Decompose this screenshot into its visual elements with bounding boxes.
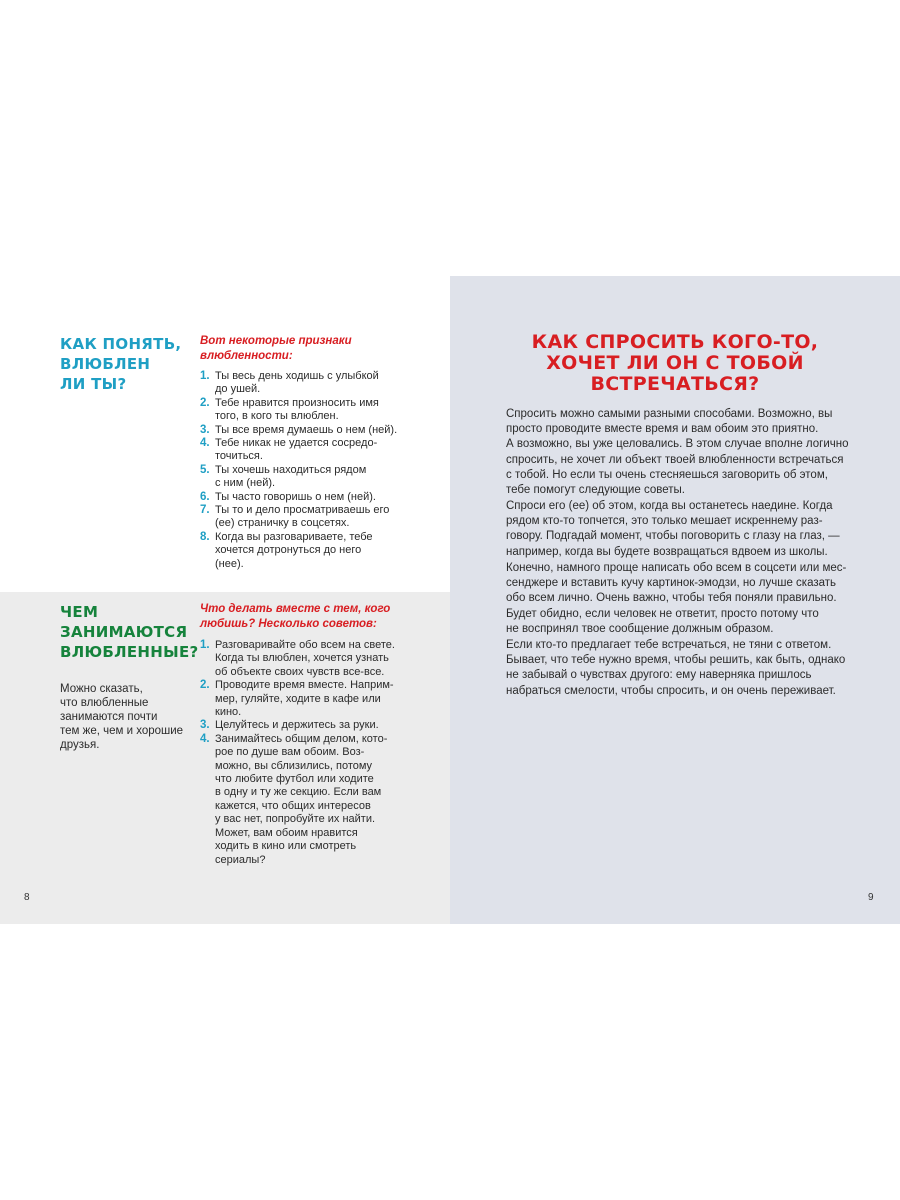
section-title-how-to-know <box>60 334 181 394</box>
item-line: до ушей. <box>215 383 261 396</box>
list-item <box>200 679 400 719</box>
list-item <box>200 733 400 867</box>
list-item <box>200 639 400 679</box>
item-line: Тебе никак не удается сосредо- <box>215 437 378 450</box>
item-line: Ты хочешь находиться рядом <box>215 463 367 476</box>
title-line: КАК СПРОСИТЬ КОГО-ТО, <box>531 331 819 353</box>
item-number: 1. <box>200 370 210 382</box>
item-line: Занимайтесь общим делом, кото- <box>215 732 388 745</box>
item-line: что любите футбол или ходите <box>215 773 374 786</box>
para-line: просто проводите вместе время и вам обоим это приятно. <box>506 423 819 436</box>
item-line: сериалы? <box>215 853 266 866</box>
para-line: тебе помогут следующие советы. <box>506 484 685 497</box>
para-line: Спросить можно самыми разными способами. Возможно, вы <box>506 408 833 420</box>
para-line: говору. Подгадай момент, чтобы поговорить с глазу на глаз, — <box>506 530 840 543</box>
para-line: не воспринял твое сообщение должным образом. <box>506 622 774 635</box>
title-line: ЗАНИМАЮТСЯ <box>60 623 188 641</box>
item-line: хочется дотронуться до него <box>215 544 362 557</box>
item-line: можно, вы сблизились, потому <box>215 759 373 772</box>
item-line: Ты весь день ходишь с улыбкой <box>215 370 379 382</box>
para-line: Будет обидно, если человек не ответит, просто потому что <box>506 607 819 620</box>
item-line: кино. <box>215 706 242 719</box>
item-line: об объекте своих чувств все-все. <box>215 665 385 678</box>
paragraph <box>506 407 851 498</box>
item-number: 2. <box>200 396 210 409</box>
item-number: 7. <box>200 504 210 517</box>
item-number: 4. <box>200 437 210 450</box>
title-line: ХОЧЕТ ЛИ ОН С ТОБОЙ <box>546 352 804 374</box>
item-line: Разговаривайте обо всем на свете. <box>215 639 395 651</box>
signs-list <box>200 370 400 571</box>
item-number: 8. <box>200 530 210 543</box>
advice-list <box>200 639 400 867</box>
text-line: друзья. <box>60 739 100 751</box>
title-line: КАК ПОНЯТЬ, <box>60 335 182 353</box>
item-line: ходить в кино или смотреть <box>215 840 357 853</box>
list-item <box>200 397 400 424</box>
right-page-title <box>450 332 900 395</box>
list-item <box>200 424 400 437</box>
title-line: ВЛЮБЛЕННЫЕ? <box>60 643 199 661</box>
intro-line: любишь? Несколько советов: <box>200 618 377 630</box>
item-number: 1. <box>200 639 210 651</box>
item-number: 4. <box>200 732 210 745</box>
list-item <box>200 464 400 491</box>
para-line: Бывает, что тебе нужно время, чтобы решить, как быть, однако <box>506 654 846 667</box>
item-line: в одну и ту же секцию. Если вам <box>215 786 382 799</box>
text-line: тем же, чем и хорошие <box>60 725 184 737</box>
list-item <box>200 531 400 571</box>
item-line: Проводите время вместе. Наприм- <box>215 679 394 692</box>
paragraph <box>506 561 851 637</box>
list-item <box>200 504 400 531</box>
item-number: 6. <box>200 490 210 503</box>
item-line: мер, гуляйте, ходите в кафе или <box>215 692 381 705</box>
title-line: ЧЕМ <box>60 603 99 621</box>
intro-line: Что делать вместе с тем, кого <box>200 603 391 615</box>
para-line: Если кто-то предлагает тебе встречаться, не тяни с ответом. <box>506 639 832 651</box>
paragraph <box>506 499 851 560</box>
item-number: 2. <box>200 679 210 692</box>
section-title-what-lovers-do <box>60 602 199 662</box>
title-line: ЛИ ТЫ? <box>60 375 127 393</box>
item-number: 3. <box>200 423 210 436</box>
list-item <box>200 437 400 464</box>
page-number-right: 9 <box>868 892 874 903</box>
para-line: обо всем лично. Очень важно, чтобы тебя поняли правильно. <box>506 592 837 605</box>
para-line: сенджере и вставить кучу картинок-эмодзи, но лучше сказать <box>506 577 837 590</box>
item-line: (ее) страничку в соцсетях. <box>215 517 350 530</box>
paragraph <box>506 638 851 699</box>
item-line: с ним (ней). <box>215 477 276 490</box>
item-line: точиться. <box>215 450 263 463</box>
para-line: не забывай о чувствах другого: ему наверняка пришлось <box>506 669 812 682</box>
section1-intro <box>200 334 352 364</box>
text-line: Можно сказать, <box>60 683 143 695</box>
item-line: Когда вы разговариваете, тебе <box>215 530 373 543</box>
item-line: у вас нет, попробуйте их найти. <box>215 813 376 826</box>
title-line: ВЛЮБЛЕН <box>60 355 151 373</box>
para-line: рядом кто-то топчется, это только мешает искреннему раз- <box>506 515 823 528</box>
intro-line: Вот некоторые признаки <box>200 335 352 347</box>
list-item <box>200 491 400 504</box>
item-number: 5. <box>200 463 210 476</box>
text-line: занимаются почти <box>60 711 158 723</box>
item-line: Когда ты влюблен, хочется узнать <box>215 652 389 665</box>
para-line: Конечно, намного проще написать обо всем в соцсети или мес- <box>506 562 847 574</box>
item-line: Тебе нравится произносить имя <box>215 396 379 409</box>
item-line: Ты то и дело просматриваешь его <box>215 504 390 517</box>
list-item <box>200 719 400 732</box>
list-item <box>200 370 400 397</box>
para-line: А возможно, вы уже целовались. В этом случае вполне логично <box>506 438 849 451</box>
section2-side-text <box>60 682 195 752</box>
para-line: набраться смелости, чтобы спросить, и он очень переживает. <box>506 684 836 697</box>
para-line: например, когда вы будете возвращаться вдвоем из школы. <box>506 545 828 558</box>
item-number: 3. <box>200 719 210 732</box>
item-line: Ты все время думаешь о нем (ней). <box>215 423 398 436</box>
item-line: (нее). <box>215 557 244 570</box>
item-line: того, в кого ты влюблен. <box>215 410 339 423</box>
para-line: Спроси его (ее) об этом, когда вы останетесь наедине. Когда <box>506 500 833 512</box>
para-line: спросить, не хочет ли объект твоей влюбленности встречаться <box>506 453 844 466</box>
item-line: Целуйтесь и держитесь за руки. <box>215 719 379 732</box>
section2-intro <box>200 602 390 632</box>
item-line: рое по душе вам обоим. Воз- <box>215 746 365 759</box>
book-spread <box>0 276 900 924</box>
page-number-left: 8 <box>24 892 30 903</box>
item-line: кажется, что общих интересов <box>215 799 371 812</box>
intro-line: влюбленности: <box>200 350 293 362</box>
item-line: Ты часто говоришь о нем (ней). <box>215 490 376 503</box>
item-line: Может, вам обоим нравится <box>215 826 358 839</box>
text-line: что влюбленные <box>60 697 149 709</box>
para-line: с тобой. Но если ты очень стесняешься заговорить об этом, <box>506 468 828 481</box>
title-line: ВСТРЕЧАТЬСЯ? <box>590 373 760 395</box>
